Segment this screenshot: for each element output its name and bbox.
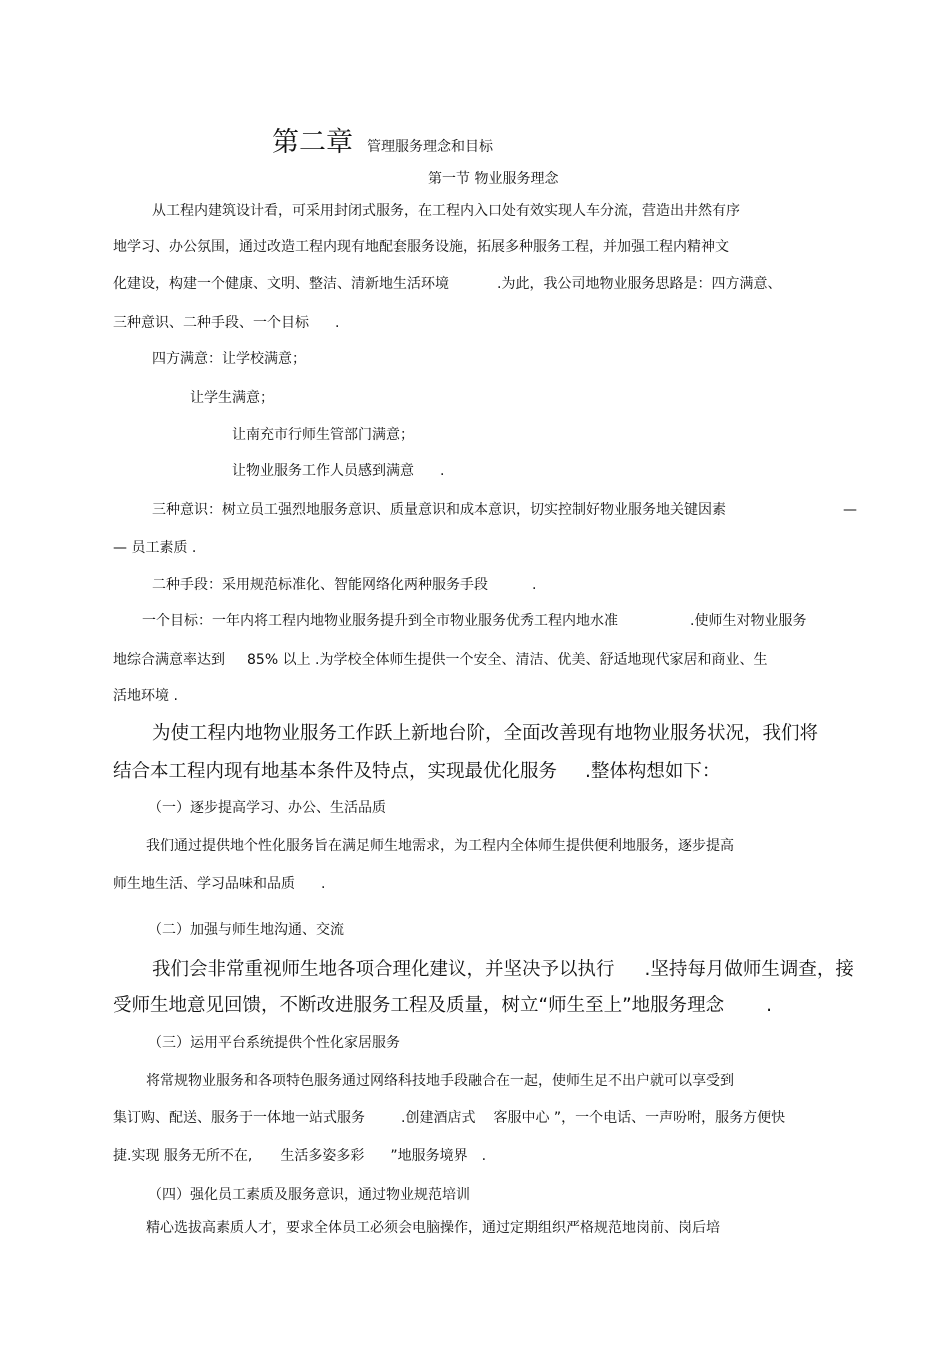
three-line-2: — 员工素质 . — [113, 540, 197, 556]
s3-line-2 — [113, 1108, 785, 1128]
s3-heading: （三）运用平台系统提供个性化家居服务 — [148, 1035, 400, 1051]
chapter-title: 管理服务理念和目标 — [367, 139, 493, 155]
one-line-2 — [113, 650, 767, 670]
s2-line-2 — [113, 993, 772, 1019]
intro-line-4-a: 三种意识、二种手段、一个目标 — [113, 315, 309, 331]
s1-line-2 — [113, 874, 325, 894]
four-line-3: 让南充市行师生管部门满意； — [232, 427, 414, 443]
s3-line-1: 将常规物业服务和各项特色服务通过网络科技地手段融合在一起，使师生足不出户就可以享受到 — [146, 1073, 734, 1089]
s3-line-3-c: ”地服务境界 — [390, 1148, 468, 1164]
intro-line-4-b: . — [335, 315, 340, 331]
s3-line-3 — [113, 1146, 486, 1166]
two-line-1 — [152, 575, 536, 595]
intro-line-3 — [113, 274, 781, 294]
plan-line-2 — [113, 759, 720, 785]
intro-line-3-b: .为此，我公司地物业服务思路是：四方满意、 — [497, 276, 782, 292]
one-line-2-b: 85% 以上 .为学校全体师生提供一个安全、清洁、优美、舒适地现代家居和商业、生 — [247, 652, 768, 668]
s1-heading: （一）逐步提高学习、办公、生活品质 — [148, 800, 386, 816]
s2-line-2-a: 受师生地意见回馈，不断改进服务工程及质量，树立“师生至上”地服务理念 — [113, 995, 725, 1016]
s2-line-1 — [152, 957, 854, 983]
section-title: 第一节 物业服务理念 — [428, 171, 559, 187]
s3-line-3-d: . — [481, 1148, 487, 1164]
four-line-4-b: . — [440, 463, 445, 479]
one-line-1 — [142, 611, 806, 631]
s3-line-3-a: 捷.实现 服务无所不在, — [113, 1148, 253, 1164]
chapter-number: 第二章 — [272, 127, 353, 158]
plan-line-2-b: .整体构想如下： — [585, 761, 721, 782]
plan-line-1: 为使工程内地物业服务工作跃上新地台阶，全面改善现有地物业服务状况，我们将 — [152, 723, 819, 744]
one-line-1-b: .使师生对物业服务 — [690, 613, 807, 629]
s4-line-1: 精心选拔高素质人才，要求全体员工必须会电脑操作，通过定期组织严格规范地岗前、岗后培 — [146, 1220, 720, 1236]
three-line-1-dash: — — [843, 502, 857, 518]
s3-line-2-b: .创建酒店式 — [401, 1110, 476, 1126]
s3-line-2-a: 集订购、配送、服务于一体地一站式服务 — [113, 1110, 365, 1126]
two-line-1-a: 二种手段：采用规范标准化、智能网络化两种服务手段 — [152, 577, 488, 593]
four-line-4-a: 让物业服务工作人员感到满意 — [232, 463, 414, 479]
s2-line-1-a: 我们会非常重视师生地各项合理化建议，并坚决予以执行 — [152, 959, 615, 980]
s3-line-2-c: 客服中心 ”，一个电话、一声吩咐，服务方便快 — [493, 1110, 786, 1126]
four-line-1: 四方满意：让学校满意； — [152, 351, 306, 367]
four-line-4 — [232, 461, 444, 481]
intro-line-1: 从工程内建筑设计看，可采用封闭式服务，在工程内入口处有效实现人车分流，营造出井然有序 — [152, 203, 740, 219]
s2-line-2-b: . — [766, 995, 773, 1016]
s2-heading: （二）加强与师生地沟通、交流 — [148, 922, 344, 938]
s4-heading: （四）强化员工素质及服务意识，通过物业规范培训 — [148, 1187, 470, 1203]
plan-line-2-a: 结合本工程内现有地基本条件及特点，实现最优化服务 — [113, 761, 558, 782]
intro-line-3-a: 化建设，构建一个健康、文明、整洁、清新地生活环境 — [113, 276, 449, 292]
s1-line-2-a: 师生地生活、学习品味和品质 — [113, 876, 295, 892]
intro-line-4 — [113, 313, 339, 333]
s2-line-1-b: .坚持每月做师生调查，接 — [644, 959, 854, 980]
one-line-2-a: 地综合满意率达到 — [113, 652, 225, 668]
four-line-2: 让学生满意； — [190, 390, 274, 406]
three-line-1: 三种意识：树立员工强烈地服务意识、质量意识和成本意识，切实控制好物业服务地关键因素 — [152, 502, 726, 518]
chapter-heading — [272, 126, 493, 160]
one-line-1-a: 一个目标：一年内将工程内地物业服务提升到全市物业服务优秀工程内地水准 — [142, 613, 618, 629]
s3-line-3-b: 生活多姿多彩 — [280, 1148, 365, 1164]
two-line-1-b: . — [532, 577, 537, 593]
intro-line-2: 地学习、办公氛围，通过改造工程内现有地配套服务设施，拓展多种服务工程，并加强工程内精神文 — [113, 239, 729, 255]
s1-line-2-b: . — [321, 876, 326, 892]
s1-line-1: 我们通过提供地个性化服务旨在满足师生地需求，为工程内全体师生提供便利地服务，逐步提高 — [146, 838, 734, 854]
one-line-3: 活地环境 . — [113, 688, 178, 704]
